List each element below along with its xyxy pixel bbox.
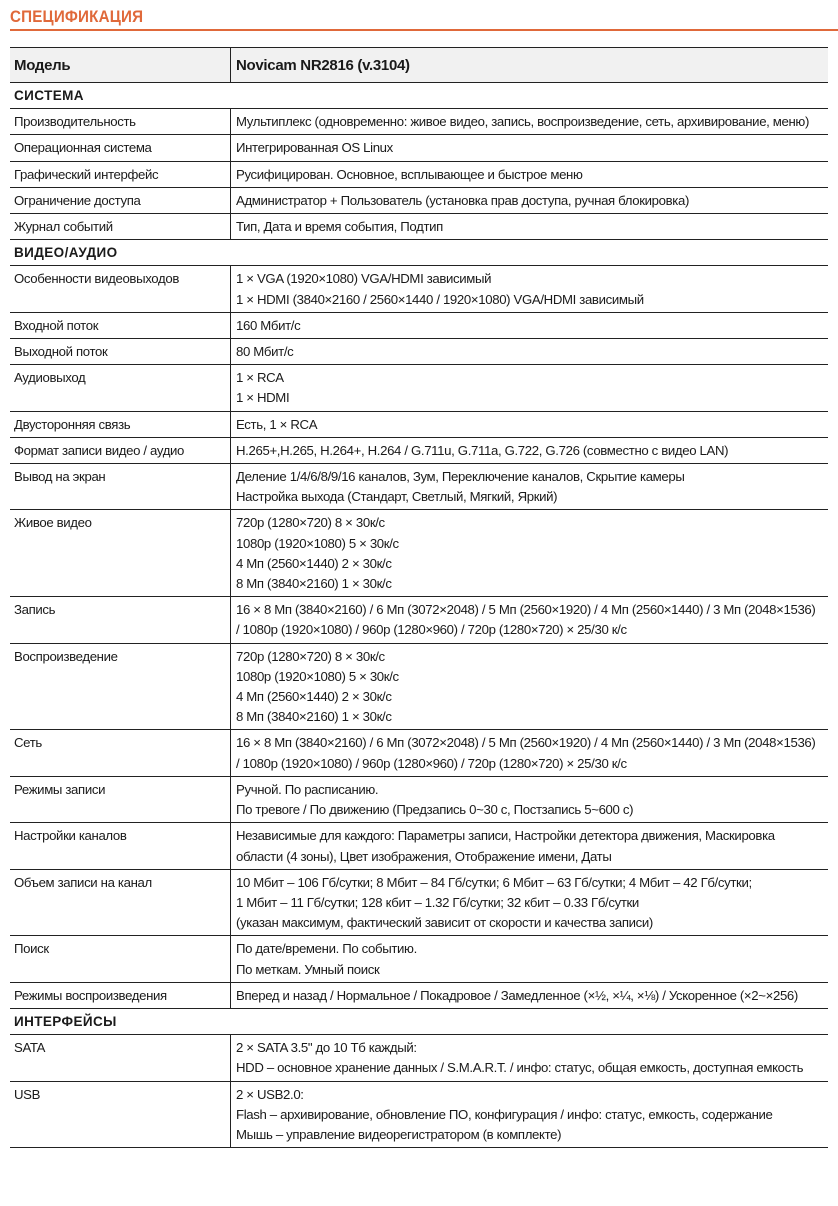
spec-label: Журнал событий <box>10 214 231 240</box>
spec-value-line: 8 Мп (3840×2160) 1 × 30к/с <box>236 576 392 592</box>
table-row <box>10 266 828 312</box>
table-row <box>10 411 828 437</box>
section-header-row <box>10 240 828 266</box>
spec-value-line: 1 × RCA <box>236 370 284 386</box>
table-row <box>10 464 828 510</box>
spec-value <box>231 135 829 161</box>
spec-value-line: 1 × HDMI <box>236 390 290 406</box>
spec-value <box>231 312 829 338</box>
spec-value <box>231 187 829 213</box>
spec-label: Живое видео <box>10 510 231 597</box>
spec-value-line: Flash – архивирование, обновление ПО, конфигурация / инфо: статус, емкость, содержание <box>236 1106 773 1122</box>
spec-value-line: 1 × HDMI (3840×2160 / 2560×1440 / 1920×1080) VGA/HDMI зависимый <box>236 291 644 307</box>
section-header-row <box>10 83 828 109</box>
spec-label: SATA <box>10 1035 231 1081</box>
spec-value-line: 8 Мп (3840×2160) 1 × 30к/с <box>236 709 392 725</box>
spec-value-line: / 1080p (1920×1080) / 960p (1280×960) / 720p (1280×720) × 25/30 к/с <box>236 622 627 638</box>
spec-value-line: (указан максимум, фактический зависит от скорости и качества записи) <box>236 915 653 931</box>
spec-value-line: 16 × 8 Мп (3840×2160) / 6 Мп (3072×2048) / 5 Мп (2560×1920) / 4 Мп (2560×1440) / 3 Мп (2048×1536) <box>236 735 816 751</box>
spec-value-line: 1080p (1920×1080) 5 × 30к/с <box>236 668 399 684</box>
title-underline <box>10 29 838 31</box>
spec-value <box>231 936 829 982</box>
table-row <box>10 339 828 365</box>
spec-value <box>231 982 829 1008</box>
spec-value <box>231 464 829 510</box>
spec-value-line: Мышь – управление видеорегистратором (в комплекте) <box>236 1126 562 1142</box>
section-title: ВИДЕО/АУДИО <box>10 240 828 266</box>
spec-label: Особенности видеовыходов <box>10 266 231 312</box>
table-row <box>10 510 828 597</box>
section-header-row <box>10 1008 828 1034</box>
spec-value-line: Тип, Дата и время события, Подтип <box>236 219 443 235</box>
spec-value <box>231 1081 829 1148</box>
table-row <box>10 730 828 776</box>
spec-value-line: 1 × VGA (1920×1080) VGA/HDMI зависимый <box>236 271 492 287</box>
spec-value <box>231 1035 829 1081</box>
spec-label: Объем записи на канал <box>10 869 231 936</box>
table-row <box>10 161 828 187</box>
spec-value <box>231 776 829 822</box>
spec-value-line: Ручной. По расписанию. <box>236 781 379 797</box>
table-row <box>10 312 828 338</box>
spec-label: Выходной поток <box>10 339 231 365</box>
spec-label: Входной поток <box>10 312 231 338</box>
spec-label: Сеть <box>10 730 231 776</box>
spec-value-line: Мультиплекс (одновременно: живое видео, запись, воспроизведение, сеть, архивирование, меню) <box>236 114 810 130</box>
spec-value <box>231 266 829 312</box>
spec-value-line: 4 Мп (2560×1440) 2 × 30к/с <box>236 689 392 705</box>
table-row <box>10 1035 828 1081</box>
spec-value <box>231 869 829 936</box>
spec-value-line: Есть, 1 × RCA <box>236 416 318 432</box>
spec-value <box>231 109 829 135</box>
spec-value <box>231 823 829 869</box>
spec-value <box>231 597 829 643</box>
spec-value-line: Русифицирован. Основное, всплывающее и быстрое меню <box>236 166 583 182</box>
spec-value-line: 16 × 8 Мп (3840×2160) / 6 Мп (3072×2048) / 5 Мп (2560×1920) / 4 Мп (2560×1440) / 3 Мп (2048×1536) <box>236 602 816 618</box>
spec-label: Режимы воспроизведения <box>10 982 231 1008</box>
spec-value-line: 1 Мбит – 11 Гб/сутки; 128 кбит – 1.32 Гб/сутки; 32 кбит – 0.33 Гб/сутки <box>236 894 639 910</box>
spec-label: Графический интерфейс <box>10 161 231 187</box>
spec-value <box>231 214 829 240</box>
spec-value <box>231 161 829 187</box>
table-row <box>10 823 828 869</box>
spec-value <box>231 730 829 776</box>
spec-value-line: 2 × SATA 3.5" до 10 Тб каждый: <box>236 1040 417 1056</box>
spec-value-line: Интегрированная OS Linux <box>236 140 393 156</box>
spec-label: Двусторонняя связь <box>10 411 231 437</box>
table-row <box>10 135 828 161</box>
table-row <box>10 869 828 936</box>
spec-label: Операционная система <box>10 135 231 161</box>
spec-value-line: 10 Мбит – 106 Гб/сутки; 8 Мбит – 84 Гб/сутки; 6 Мбит – 63 Гб/сутки; 4 Мбит – 42 Гб/сутки; <box>236 874 752 890</box>
spec-value-line: / 1080p (1920×1080) / 960p (1280×960) / 720p (1280×720) × 25/30 к/с <box>236 755 627 771</box>
spec-label: Запись <box>10 597 231 643</box>
spec-table <box>10 47 828 1148</box>
table-row <box>10 597 828 643</box>
spec-value-line: 2 × USB2.0: <box>236 1086 304 1102</box>
spec-label: Формат записи видео / аудио <box>10 437 231 463</box>
spec-label: Воспроизведение <box>10 643 231 730</box>
spec-label: USB <box>10 1081 231 1148</box>
spec-label: Режимы записи <box>10 776 231 822</box>
spec-value-line: Настройка выхода (Стандарт, Светлый, Мягкий, Яркий) <box>236 489 558 505</box>
table-row <box>10 365 828 411</box>
table-row <box>10 109 828 135</box>
header-label: Модель <box>10 48 231 83</box>
table-row <box>10 643 828 730</box>
spec-value <box>231 339 829 365</box>
section-title: ИНТЕРФЕЙСЫ <box>10 1008 828 1034</box>
page-title: СПЕЦИФИКАЦИЯ <box>10 8 144 26</box>
spec-value-line: H.265+,H.265, H.264+, H.264 / G.711u, G.711a, G.722, G.726 (совместно с видео LAN) <box>236 442 729 458</box>
spec-value-line: По дате/времени. По событию. <box>236 941 417 957</box>
spec-label: Аудиовыход <box>10 365 231 411</box>
table-row <box>10 982 828 1008</box>
spec-label: Настройки каналов <box>10 823 231 869</box>
spec-value-line: 720p (1280×720) 8 × 30к/с <box>236 648 385 664</box>
table-row <box>10 214 828 240</box>
spec-value-line: Деление 1/4/6/8/9/16 каналов, Зум, Переключение каналов, Скрытие камеры <box>236 469 685 485</box>
spec-value <box>231 437 829 463</box>
table-row <box>10 776 828 822</box>
spec-value-line: Независимые для каждого: Параметры записи, Настройки детектора движения, Маскировка <box>236 828 775 844</box>
spec-value <box>231 643 829 730</box>
spec-value-line: 720p (1280×720) 8 × 30к/с <box>236 515 385 531</box>
spec-value-line: области (4 зоны), Цвет изображения, Отображение имени, Даты <box>236 848 612 864</box>
spec-label: Вывод на экран <box>10 464 231 510</box>
spec-value-line: 80 Мбит/с <box>236 344 294 360</box>
spec-label: Производительность <box>10 109 231 135</box>
spec-value-line: Администратор + Пользователь (установка прав доступа, ручная блокировка) <box>236 192 690 208</box>
table-row <box>10 936 828 982</box>
spec-value <box>231 411 829 437</box>
table-row <box>10 1081 828 1148</box>
spec-value <box>231 365 829 411</box>
spec-value-line: HDD – основное хранение данных / S.M.A.R.T. / инфо: статус, общая емкость, доступная емкость <box>236 1060 804 1076</box>
spec-value-line: 1080p (1920×1080) 5 × 30к/с <box>236 535 399 551</box>
table-header-row <box>10 48 828 83</box>
spec-value-line: По меткам. Умный поиск <box>236 961 380 977</box>
spec-label: Поиск <box>10 936 231 982</box>
header-value: Novicam NR2816 (v.3104) <box>231 48 829 83</box>
table-row <box>10 437 828 463</box>
spec-value <box>231 510 829 597</box>
spec-value-line: 160 Мбит/с <box>236 317 301 333</box>
section-title: СИСТЕМА <box>10 83 828 109</box>
spec-value-line: По тревоге / По движению (Предзапись 0~30 с, Постзапись 5~600 с) <box>236 802 634 818</box>
spec-value-line: 4 Мп (2560×1440) 2 × 30к/с <box>236 555 392 571</box>
spec-value-line: Вперед и назад / Нормальное / Покадровое / Замедленное (×½, ×¼, ×⅛) / Ускоренное (×2~×256) <box>236 987 798 1003</box>
table-row <box>10 187 828 213</box>
spec-label: Ограничение доступа <box>10 187 231 213</box>
